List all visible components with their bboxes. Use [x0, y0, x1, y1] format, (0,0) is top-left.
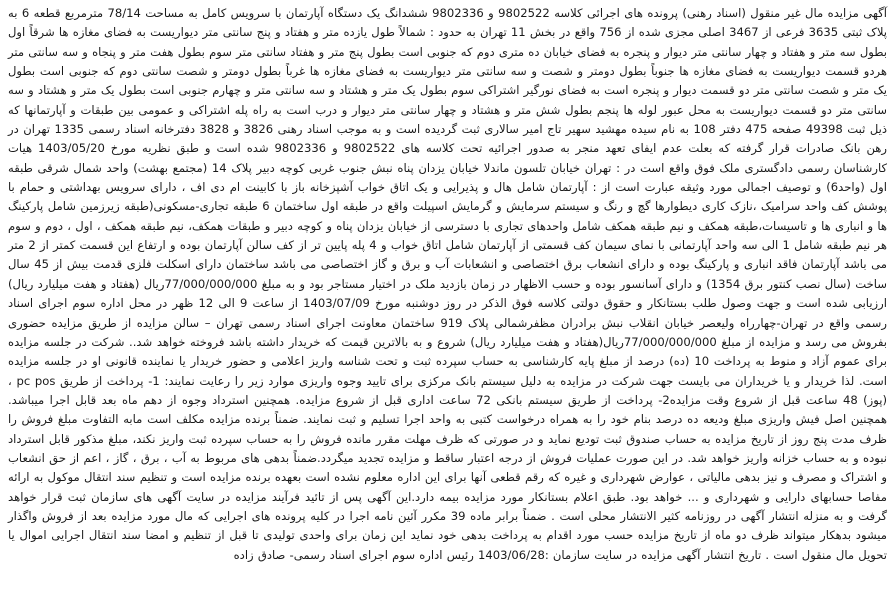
auction-notice-text: آگهی مزایده مال غیر منقول (اسناد رهنی) پرونده های اجرائی کلاسه 9802522 و 9802336 ششدانگ یک دستگاه آپارتمان با سرویس کامل به مساحت 78/14 مترمربع قطعه 6 به پلاک ثبتی 3635 فرعی از 3467 اصلی مجزی شده از 756 واقع در بخش 11 تهران به حدود : شمالاً طول یازده متر و هفتاد و پنج سانتی متر دیواریست به فضای مغازه ها شرقاً اول بطول سه متر و هفتاد و چهار سانتی متر دیوار و پنجره به فضای خیابان ده متری دوم که جنوبی است بطول پنج متر و هفتاد سانتی متر سوم بطول هفت متر و پنجاه و سه سانتی متر هردو قسمت دیواریست به فضای مغازه ها جنوباً بطول دومتر و شصت و سه سانتی متر دیواریست به فضای مغازه ها غرباً بطول دومتر و شصت سانتی دوم که جنوبی است بطول یک متر و شصت سانتی متر دو قسمت دیوار و پنجره است به فضای نورگیر اشتراکی سوم بطول یک متر و هشتاد و سه سانتی متر و چهارم جنوبی است بطول یک متر و هشتاد و سه سانتی متر دو قسمت دیواریست به محل عبور لوله ها پنجم بطول شش متر و هشتاد و چهار سانتی متر دیوار و درب است به راه پله اشتراکی و عمومی بین طبقات و آپارتمانها که ذیل ثبت 49398 صفحه 475 دفتر 108 به نام سیده مهشید سهیر تاج امیر سالاری ثبت گردیده است و به موجب اسناد رهنی 3826 و 3828 دفترخانه اسناد رسمی 1335 تهران در رهن بانک صادرات قرار گرفته که بعلت عدم ایفای تعهد منجر به صدور اجرائیه تحت کلاسه های 9802522 و 9802336 شده است و طبق نظریه مورخ 1403/05/20 هیات کارشناسان رسمی دادگستری ملک فوق واقع است در : تهران خیابان تلسون ماندلا خیابان یزدان پناه نبش جنوب غربی کوچه دبیر پلاک 14 (مجتمع بهشت) واحد شمال شرقی طبقه اول (واحد6) و توصیف اجمالی مورد وثیقه عبارت است از : آپارتمان شامل هال و پذیرایی و یک اتاق خواب آشپزخانه باز با کابینت ام دی اف ، دارای سرویس بهداشتی و حمام با پوشش کف واحد سرامیک ،نازک کاری دیطوارها گچ و رنگ و سیستم سرمایش و گرمایش اسپیلت واقع در طبقه اول ساختمان 6 طبقه تجاری-مسکونی(طبقه زیرزمین شامل پارکینگ ها و انباری ها و تاسیسات،طبقه همکف و نیم طبقه همکف شامل واحدهای تجاری با دسترسی از خیابان یزدان پناه و کوچه دبیر و طبقات همکف، نیم طبقه همکف ، اول ، دوم و سوم هر نیم طبقه شامل 1 الی سه واحد آپارتمانی با نمای سیمان کف قسمتی از آپارتمان شامل اتاق خواب و 4 پله پایین تر از کف سالن آپارتمان بوده و ارتفاع این قسمت کمتر از 2 متر می باشد آپارتمان فاقد انباری و پارکینگ بوده و دارای انشعاب برق اختصاصی و انشعابات آب و برق و گاز اختصاصی می باشد ساختمان دارای اسکلت فلزی قدمت بیش از 45 سال ساخت (سال نصب کنتور برق 1354) و دارای آسانسور بوده و حسب الاظهار در زمان بازدید ملک در اختیار مستاجر بود و به مبلغ 77/000/000/000ریال (هفتاد و هفت میلیارد ریال) ارزیابی شده است و جهت وصول طلب بستانکار و حقوق دولتی کلاسه فوق الذکر در روز دوشنبه مورخ 1403/07/09 از ساعت 9 الی 12 ظهر در محل اداره سوم اجرای اسناد رسمی واقع در تهران-چهارراه ولیعصر خیابان انقلاب نبش برادران مظفرشمالی پلاک 919 ساختمان معاونت اجرای اسناد رسمی تهران – سالن مزایده از طریق مزایده حضوری بفروش می رسد و مزایده از مبلغ 77/000/000/000ریال(هفتاد و هفت میلیارد ریال) شروع و به بالاترین قیمت که خریدار داشته باشد فروخته خواهد شد.. شرکت در جلسه مزایده برای عموم آزاد و منوط به پرداخت 10 (ده) درصد از مبلغ پایه کارشناسی به حساب سپرده ثبت و تحت شناسه واریز اعلامی و حضور خریدار یا نماینده قانونی او در جلسه مزایده است. لذا خریدار و یا خریداران می بایست جهت شرکت در مزایده به دلیل سیستم بانک مرکزی برای تایید وجوه واریزی موارد زیر را رعایت نمایند: 1- پرداخت از طریق pc pos ، (پوز) 48 ساعت قبل از شروع وقت مزایده2- پرداخت از طریق سیستم بانکی 72 ساعت اداری قبل از شروع مزایده. همچنین استرداد وجوه از دهم ماه بعد قابل اجرا میباشد. همچنین اصل فیش واریزی مبلغ ودیعه ده درصد بنام خود را به همراه درخواست کتبی به واحد اجرا تسلیم و ثبت نمایند. ضمناً برنده مزایده مکلف است مابه التفاوت مبلغ فروش را ظرف مدت پنج روز از تاریخ مزایده به حساب صندوق ثبت تودیع نماید و در صورتی که ظرف مهلت مقرر مانده فروش را به حساب سپرده ثبت واریز نکند، مبلغ مذکور قابل استرداد نبوده و به حساب خزانه واریز خواهد شد. در این صورت عملیات فروش از درجه اعتبار ساقط و مزایده تجدید میگردد.ضمناً بدهی های مربوط به آب ، برق ، گاز ، اعم از حق انشعاب و اشتراک و مصرف و نیز بدهی مالیاتی ، عوارض شهرداری و غیره که رقم قطعی آنها برای این اداره معلوم نشده است بعهده برنده مزایده است و تنظیم سند انتقال موکول به ارائه مفاصا حسابهای دارایی و شهرداری و ... خواهد بود. طبق اعلام بستانکار مورد مزایده بیمه دارد.این آگهی پس از تائید فرآیند مزایده در سایت آگهی های سازمان ثبت قرار خواهد گرفت و به منزله انتشار آگهی در روزنامه کثیر الانتشار محلی است . ضمناً برابر ماده 39 مکرر آئین نامه اجرا در کلیه پرونده های اجرایی که مال مورد مزایده بعد از فروش واگذار میشود بدهکار میتواند ظرف دو ماه از تاریخ مزایده حسب مورد اقدام به پرداخت بدهی خود نماید این زمان برای واحدی تولیدی تا قبل از تنظیم و امضا سند انتقال اجرایی اموال یا تحویل مال منقول است . تاریخ انتشار آگهی مزایده در سایت سازمان :1403/06/28 رئیس اداره سوم اجرای اسناد رسمی- صادق زاده: [8, 6, 888, 562]
